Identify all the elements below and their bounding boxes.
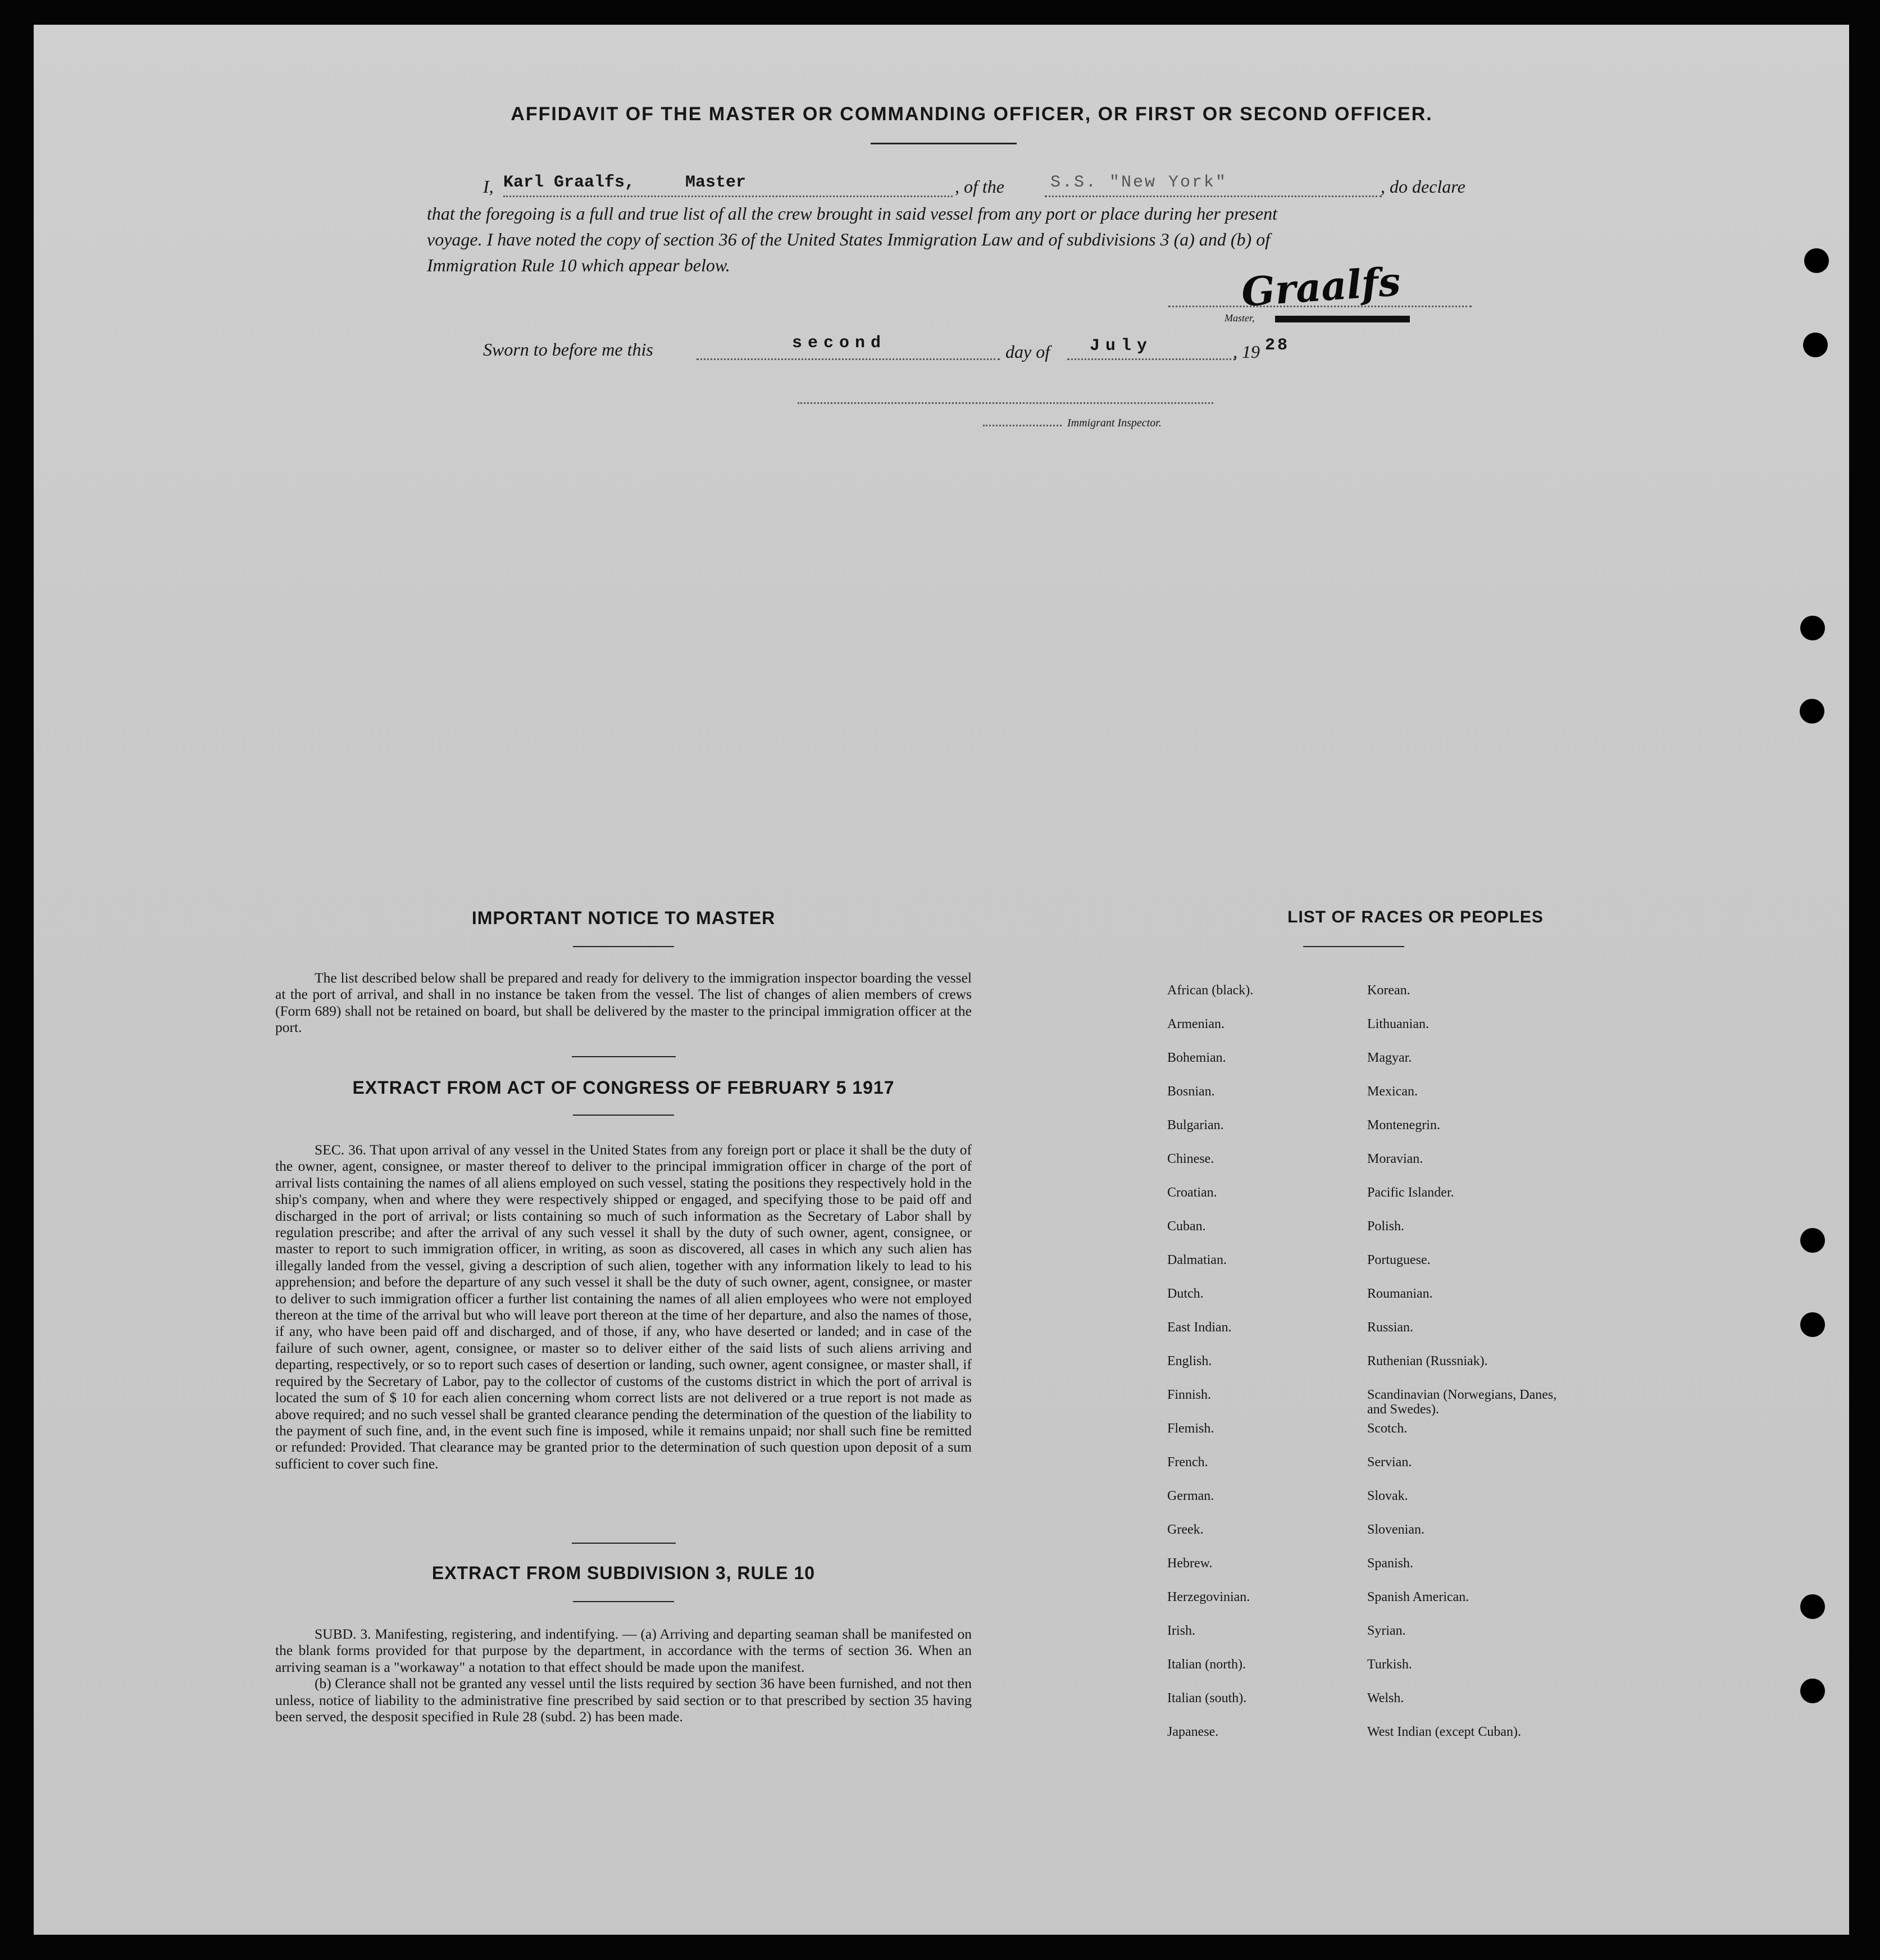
race-item-left: Dalmatian. — [1167, 1253, 1227, 1267]
race-item-left: French. — [1167, 1455, 1208, 1470]
act-divider — [573, 1115, 674, 1116]
race-item-right: Ruthenian (Russniak). — [1367, 1354, 1488, 1368]
race-item-right: Moravian. — [1367, 1152, 1423, 1166]
inspector-caption: Immigrant Inspector. — [1067, 417, 1162, 429]
race-item-left: Croatian. — [1167, 1185, 1217, 1200]
race-item-left: Flemish. — [1167, 1421, 1214, 1436]
sworn-day: second — [792, 334, 887, 353]
race-item-left: Herzegovinian. — [1167, 1590, 1250, 1604]
rule-title: EXTRACT FROM SUBDIVISION 3, RULE 10 — [431, 1563, 816, 1583]
year-prefix: , 19 — [1233, 342, 1260, 362]
name-line — [503, 195, 953, 197]
of-the-label: , of the — [955, 176, 1004, 197]
race-item-left: Armenian. — [1167, 1017, 1224, 1031]
rule-paragraph-a: SUBD. 3. Manifesting, registering, and indentifying. — (a) Arriving and departing seaman shall be manifested on the blank forms provided for that purpose by the department, in accordance with the terms of section 36. When an arriving seaman is a "workaway" a notation to that effect should be made upon the manifest. — [275, 1626, 972, 1675]
race-item-left: Irish. — [1167, 1624, 1195, 1638]
race-item-right: Spanish American. — [1367, 1590, 1469, 1604]
master-name: Karl Graalfs, — [503, 173, 635, 192]
races-title: LIST OF RACES OR PEOPLES — [1287, 908, 1544, 926]
race-item-right: Pacific Islander. — [1367, 1185, 1454, 1200]
notice-title: IMPORTANT NOTICE TO MASTER — [471, 908, 776, 928]
do-declare-label: , do declare — [1381, 176, 1465, 197]
race-item-left: Bosnian. — [1167, 1084, 1215, 1099]
punch-hole — [1804, 248, 1829, 273]
day-of-label: day of — [1005, 342, 1050, 362]
race-item-left: Greek. — [1167, 1522, 1204, 1537]
race-item-left: Japanese. — [1167, 1725, 1219, 1739]
affidavit-line-3: voyage. I have noted the copy of section 36 of the United States Immigration Law and of subdivisions 3 (a) and (b) of — [427, 229, 1271, 249]
affidavit-line-2: that the foregoing is a full and true list of all the crew brought in said vessel from any port or place during her present — [427, 203, 1277, 224]
punch-hole — [1800, 1594, 1825, 1619]
race-item-right: Turkish. — [1367, 1657, 1412, 1672]
race-item-left: English. — [1167, 1354, 1212, 1368]
sworn-month-line — [1067, 358, 1236, 360]
inspector-caption-line — [983, 425, 1062, 426]
race-item-left: East Indian. — [1167, 1320, 1232, 1335]
title-divider — [871, 143, 1017, 144]
race-item-right: Welsh. — [1367, 1691, 1404, 1706]
punch-hole — [1800, 1679, 1825, 1703]
affidavit-i: I, — [483, 176, 494, 197]
rule-text — [275, 1626, 972, 1725]
race-item-left: Bohemian. — [1167, 1051, 1226, 1065]
sworn-month: July — [1090, 336, 1153, 356]
race-item-left: Dutch. — [1167, 1286, 1204, 1301]
race-item-left: African (black). — [1167, 983, 1254, 998]
act-text — [275, 1142, 972, 1472]
vessel-line — [1045, 195, 1382, 197]
year-suffix: 28 — [1265, 336, 1290, 355]
race-item-left: Italian (north). — [1167, 1657, 1246, 1672]
race-item-right: Slovenian. — [1367, 1522, 1424, 1537]
race-item-right: Portuguese. — [1367, 1253, 1431, 1267]
race-item-right: Mexican. — [1367, 1084, 1418, 1099]
notice-text — [275, 970, 972, 1036]
race-item-right: Spanish. — [1367, 1556, 1414, 1571]
sworn-label: Sworn to before me this — [483, 339, 653, 360]
race-item-right: Montenegrin. — [1367, 1118, 1440, 1133]
affidavit-line-4: Immigration Rule 10 which appear below. — [427, 255, 730, 275]
race-item-right: Scotch. — [1367, 1421, 1408, 1436]
notice-divider — [573, 946, 674, 947]
race-item-right: Scandinavian (Norwegians, Danes, and Swedes). — [1367, 1388, 1557, 1417]
race-item-left: Italian (south). — [1167, 1691, 1247, 1706]
struck-out-text — [1275, 316, 1410, 322]
race-item-right: Servian. — [1367, 1455, 1412, 1470]
master-signature: Graalfs — [1240, 258, 1403, 316]
race-item-right: Syrian. — [1367, 1624, 1406, 1638]
notice-paragraph: The list described below shall be prepared and ready for delivery to the immigration inspector boarding the vessel at the port of arrival, and shall in no instance be taken from the vessel. The list of changes of alien members of crews (Form 689) shall not be retained on board, but shall be delivered by the master to the principal immigration officer at the port. — [275, 970, 972, 1036]
inspector-signature-line — [798, 402, 1213, 404]
race-item-left: Hebrew. — [1167, 1556, 1213, 1571]
race-item-right: Polish. — [1367, 1219, 1405, 1234]
master-caption: Master, — [1224, 312, 1255, 324]
race-item-left: Finnish. — [1167, 1388, 1212, 1402]
act-paragraph: SEC. 36. That upon arrival of any vessel in the United States from any foreign port or place it shall be the duty of the owner, agent, consignee, or master thereof to deliver to the principal immigration officer in charge of the port of arrival lists containing the names of all aliens employed on such vessel, stating the positions they respectively hold in the ship's company, when and where they were respectively shipped or engaged, and specifying those to be paid off and discharged in the port of arrival; or lists containing so much of such information as the Secretary of Labor shall by regulation prescribe; and after the arrival of any such vessel it shall by the duty of such owner, agent, consignee, or master to report to such immigration officer, in writing, as soon as discovered, all cases in which any such alien has illegally landed from the vessel, giving a description of such alien, together with any information likely to lead to his apprehension; and before the departure of any such vessel it shall be the duty of such owner, agent, consignee, or master to deliver to such immigration officer a further list containing the names of all alien employees who were not employed thereon at the time of the arrival but who will leave port thereon at the time of her departure, and also the names of those, if any, who have been paid off and discharged, and of those, if any, who have deserted or landed; and in case of the failure of such owner, agent, consignee, or master so to deliver either of the said lists of such aliens arriving and departing, respectively, or so to report such cases of desertion or landing, such owner, agent consignee, or master shall, if required by the Secretary of Labor, pay to the collector of customs of the customs district in which the port of arrival is located the sum of $ 10 for each alien concerning whom correct lists are not delivered or a true report is not made as above required; and no such vessel shall be granted clearance pending the determination of the question of the liability to the payment of such fine, and, in the event such fine is imposed, while it remains unpaid; nor shall such fine be remitted or refunded: Provided. That clearance may be granted prior to the determination of such question upon deposit of a sum sufficient to cover such fine. — [275, 1142, 972, 1472]
punch-hole — [1800, 616, 1825, 640]
races-divider — [1303, 946, 1404, 947]
master-rank: Master — [685, 173, 746, 192]
race-item-right: Lithuanian. — [1367, 1017, 1429, 1031]
affidavit-title: AFFIDAVIT OF THE MASTER OR COMMANDING OFFICER, OR FIRST OR SECOND OFFICER. — [511, 103, 1433, 125]
race-item-left: Chinese. — [1167, 1152, 1214, 1166]
race-item-right: Magyar. — [1367, 1051, 1412, 1065]
race-item-left: Bulgarian. — [1167, 1118, 1224, 1133]
act-title: EXTRACT FROM ACT OF CONGRESS OF FEBRUARY 5 1917 — [352, 1077, 895, 1098]
race-item-right: Korean. — [1367, 983, 1410, 998]
vessel-name: S.S. "New York" — [1050, 173, 1228, 192]
rule-paragraph-b: (b) Clerance shall not be granted any vessel until the lists required by section 36 have been furnished, and not then unless, notice of liability to the administrative fine prescribed by said section or to that prescribed by section 35 having been served, the desposit specified in Rule 28 (subd. 2) has been made. — [275, 1675, 972, 1725]
race-item-left: Cuban. — [1167, 1219, 1206, 1234]
sworn-day-line — [697, 358, 1000, 360]
manifest-page — [34, 25, 1849, 1935]
punch-hole — [1800, 1228, 1825, 1253]
race-item-left: German. — [1167, 1489, 1214, 1503]
race-item-right: Roumanian. — [1367, 1286, 1433, 1301]
punch-hole — [1800, 1312, 1825, 1337]
act-end-divider — [572, 1543, 676, 1544]
rule-divider — [573, 1601, 674, 1602]
punch-hole — [1800, 699, 1824, 724]
notice-end-divider — [572, 1056, 676, 1057]
race-item-right: Russian. — [1367, 1320, 1414, 1335]
race-item-right: West Indian (except Cuban). — [1367, 1725, 1521, 1739]
punch-hole — [1803, 333, 1828, 357]
race-item-right: Slovak. — [1367, 1489, 1408, 1503]
signature-line — [1168, 306, 1472, 307]
